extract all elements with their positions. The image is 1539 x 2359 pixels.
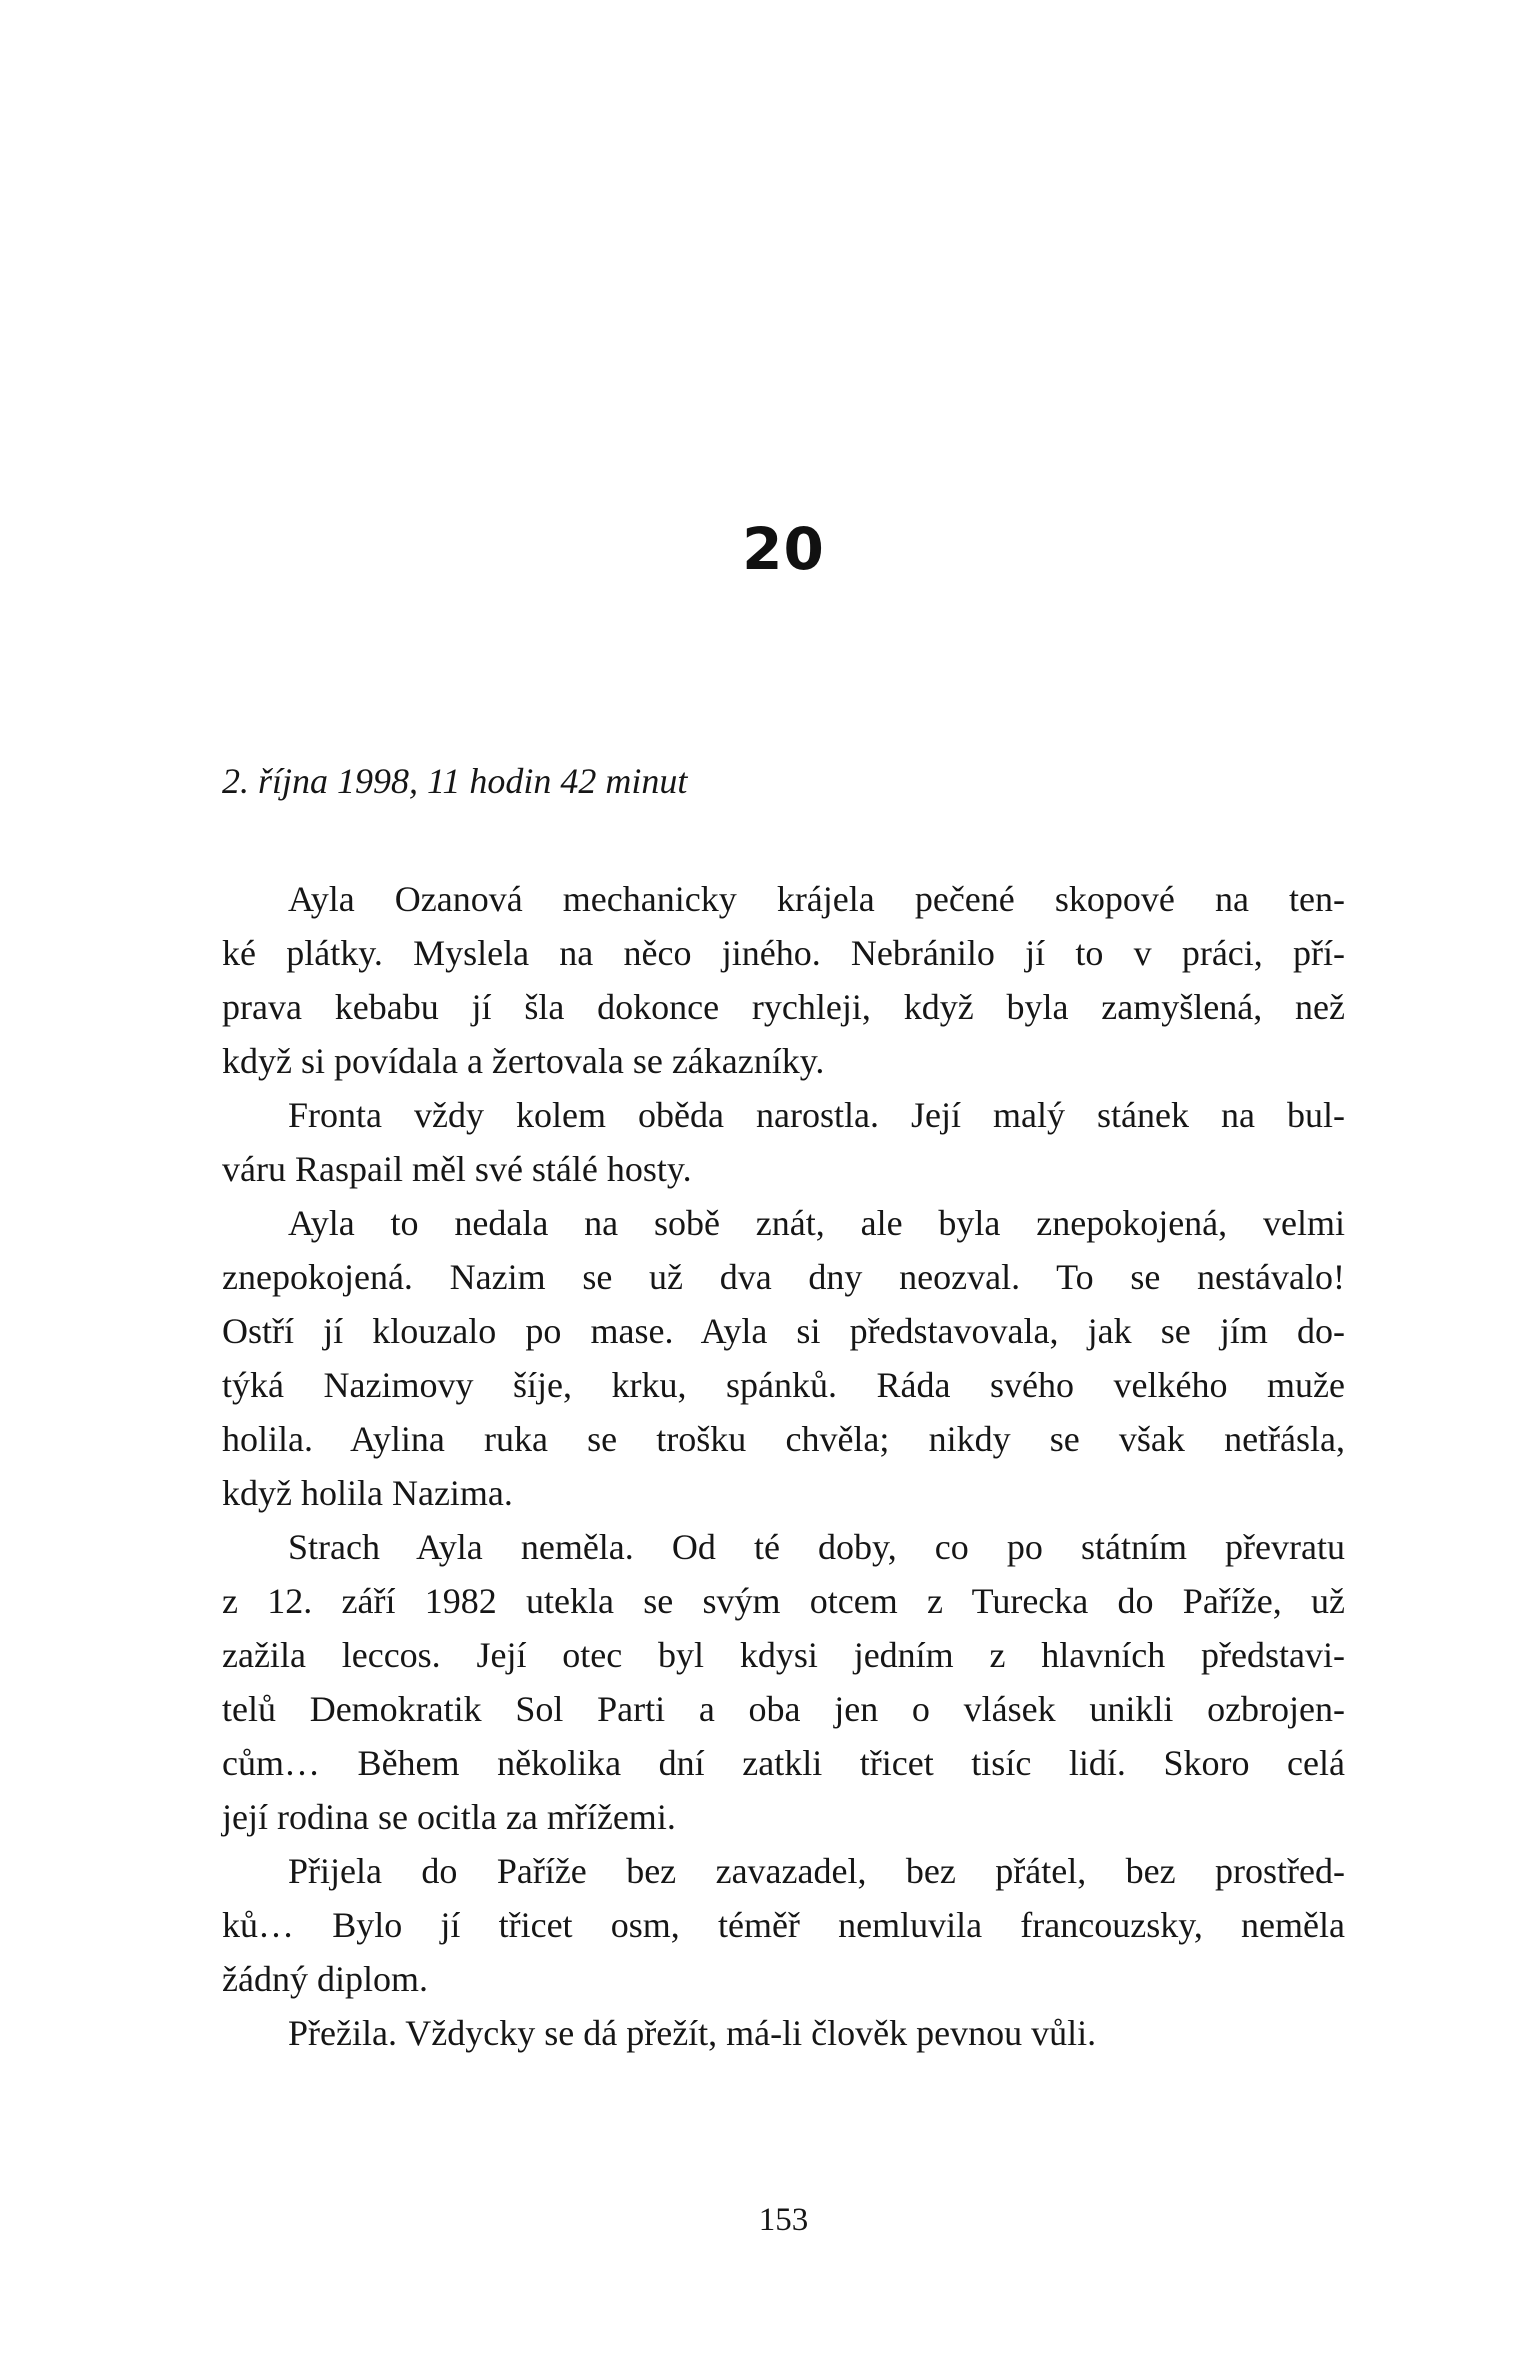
text-line: Ayla Ozanová mechanicky krájela pečené skopové na ten- — [288, 879, 1345, 919]
page-number: 153 — [758, 2202, 809, 2238]
paragraph — [222, 872, 1345, 1088]
text-line: telů Demokratik Sol Parti a oba jen o vlásek unikli ozbrojen- — [222, 1689, 1345, 1729]
text-line: její rodina se ocitla za mřížemi. — [222, 1797, 676, 1837]
text-line: znepokojená. Nazim se už dva dny neozval. To se nestávalo! — [222, 1257, 1345, 1297]
text-line: Přijela do Paříže bez zavazadel, bez přátel, bez prostřed- — [288, 1851, 1345, 1891]
text-line: Přežila. Vždycky se dá přežít, má-li člověk pevnou vůli. — [288, 2013, 1097, 2053]
text-line: prava kebabu jí šla dokonce rychleji, když byla zamyšlená, než — [222, 987, 1345, 1027]
paragraph — [222, 1520, 1345, 1844]
text-line: když si povídala a žertovala se zákazníky. — [222, 1041, 825, 1081]
text-line: zažila leccos. Její otec byl kdysi jedním z hlavních představi- — [222, 1635, 1345, 1675]
text-line: holila. Aylina ruka se trošku chvěla; nikdy se však netřásla, — [222, 1419, 1345, 1459]
body-text — [222, 872, 1345, 2060]
text-line: z 12. září 1982 utekla se svým otcem z Turecka do Paříže, už — [222, 1581, 1345, 1621]
text-line: cům… Během několika dní zatkli třicet tisíc lidí. Skoro celá — [222, 1743, 1345, 1783]
paragraph — [222, 1844, 1345, 2006]
paragraph — [222, 1088, 1345, 1196]
text-line: váru Raspail měl své stálé hosty. — [222, 1149, 692, 1189]
text-line: žádný diplom. — [222, 1959, 428, 1999]
text-line: ké plátky. Myslela na něco jiného. Nebránilo jí to v práci, pří- — [222, 933, 1345, 973]
text-line: Ayla to nedala na sobě znát, ale byla znepokojená, velmi — [288, 1203, 1345, 1243]
paragraph — [222, 2006, 1345, 2060]
text-line: Ostří jí klouzalo po mase. Ayla si představovala, jak se jím do- — [222, 1311, 1345, 1351]
chapter-heading: 20 — [742, 515, 825, 583]
text-line: Fronta vždy kolem oběda narostla. Její malý stánek na bul- — [288, 1095, 1345, 1135]
text-line: ků… Bylo jí třicet osm, téměř nemluvila francouzsky, neměla — [222, 1905, 1345, 1945]
dateline: 2. října 1998, 11 hodin 42 minut — [222, 761, 688, 801]
text-line: když holila Nazima. — [222, 1473, 513, 1513]
text-line: týká Nazimovy šíje, krku, spánků. Ráda svého velkého muže — [222, 1365, 1345, 1405]
text-line: Strach Ayla neměla. Od té doby, co po státním převratu — [288, 1527, 1345, 1567]
paragraph — [222, 1196, 1345, 1520]
